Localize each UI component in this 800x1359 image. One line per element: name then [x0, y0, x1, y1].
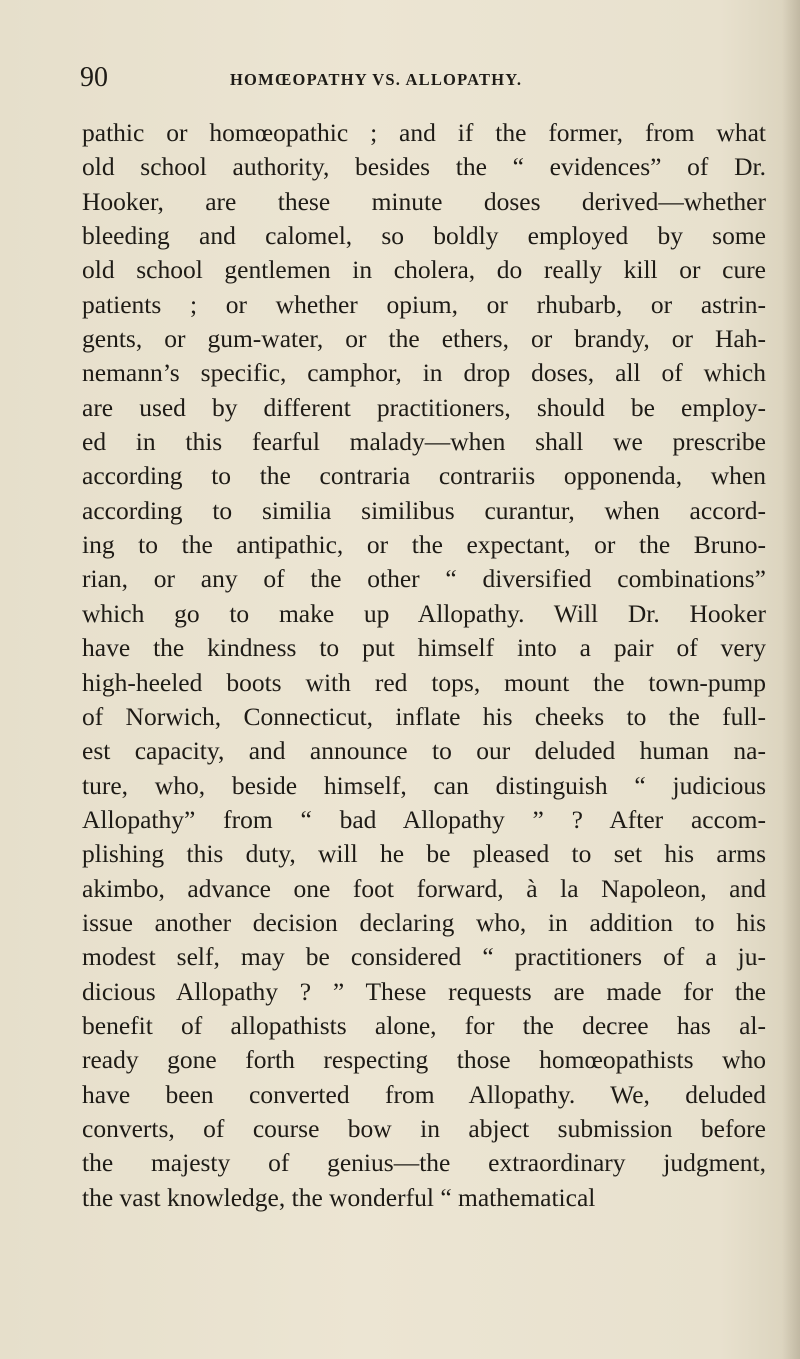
- text-line: plishing this duty, will he be pleased to set his arms: [82, 839, 766, 869]
- text-line: gents, or gum-water, or the ethers, or brandy, or Hah-: [82, 324, 766, 354]
- running-head: HOMŒOPATHY VS. ALLOPATHY.: [230, 70, 523, 89]
- text-line: modest self, may be considered “ practitioners of a ju-: [82, 942, 766, 972]
- text-line: ed in this fearful malady—when shall we prescribe: [82, 427, 766, 457]
- text-line: which go to make up Allopathy. Will Dr. Hooker: [82, 598, 766, 628]
- text-line: bleeding and calomel, so boldly employed by some: [82, 221, 766, 251]
- text-line: according to similia similibus curantur, when accord-: [82, 495, 766, 525]
- body-text: [82, 116, 766, 1215]
- text-line: Allopathy” from “ bad Allopathy ” ? After accom-: [82, 804, 766, 834]
- page-number: 90: [80, 62, 108, 93]
- text-line: benefit of allopathists alone, for the decree has al-: [82, 1010, 766, 1040]
- text-line: ing to the antipathic, or the expectant, or the Bruno-: [82, 530, 766, 560]
- text-line: ture, who, beside himself, can distinguish “ judicious: [82, 770, 766, 800]
- text-line: ready gone forth respecting those homœopathists who: [82, 1045, 766, 1075]
- text-line: est capacity, and announce to our deluded human na-: [82, 736, 766, 766]
- text-line: issue another decision declaring who, in addition to his: [82, 907, 766, 937]
- text-line: converts, of course bow in abject submission before: [82, 1113, 766, 1143]
- text-line: the vast knowledge, the wonderful “ mathematical: [82, 1182, 596, 1212]
- page-edge-shadow: [782, 0, 800, 1359]
- text-line: pathic or homœopathic ; and if the former, from what: [82, 118, 766, 147]
- text-line: are used by different practitioners, should be employ-: [82, 392, 766, 422]
- text-line: nemann’s specific, camphor, in drop doses, all of which: [82, 358, 766, 388]
- text-line: have been converted from Allopathy. We, deluded: [82, 1079, 766, 1109]
- text-line: patients ; or whether opium, or rhubarb, or astrin-: [82, 289, 766, 319]
- text-line: akimbo, advance one foot forward, à la Napoleon, and: [82, 873, 766, 903]
- text-line: the majesty of genius—the extraordinary judgment,: [82, 1148, 766, 1178]
- text-line: according to the contraria contrariis opponenda, when: [82, 461, 766, 491]
- text-line: high-heeled boots with red tops, mount the town-pump: [82, 667, 766, 697]
- text-line: have the kindness to put himself into a pair of very: [82, 633, 766, 663]
- text-line: rian, or any of the other “ diversified combinations”: [82, 564, 766, 594]
- text-line: dicious Allopathy ? ” These requests are made for the: [82, 976, 766, 1006]
- text-line: of Norwich, Connecticut, inflate his cheeks to the full-: [82, 701, 766, 731]
- text-line: old school gentlemen in cholera, do really kill or cure: [82, 255, 766, 285]
- text-line: Hooker, are these minute doses derived—whether: [82, 186, 766, 216]
- text-line: old school authority, besides the “ evidences” of Dr.: [82, 152, 766, 182]
